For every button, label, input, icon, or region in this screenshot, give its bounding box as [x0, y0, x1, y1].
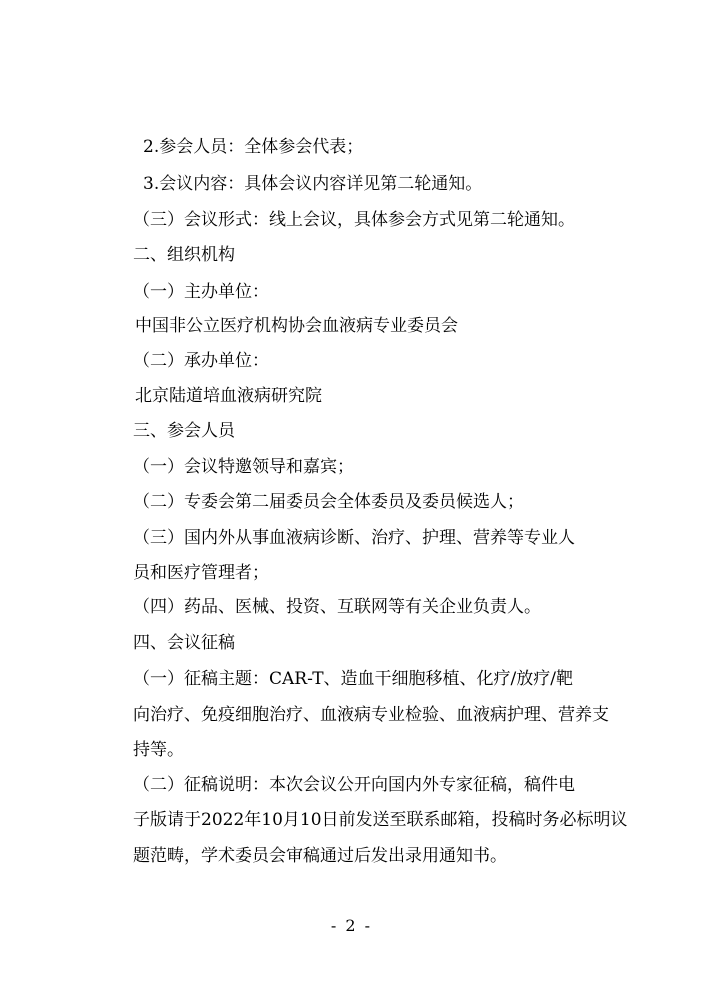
- text-line: （一）征稿主题：CAR-T、造血干细胞移植、化疗/放疗/靶: [133, 669, 574, 689]
- text-line: 2.参会人员：全体参会代表；: [143, 137, 364, 157]
- text-line: （三）国内外从事血液病诊断、治疗、护理、营养等专业人: [133, 528, 575, 548]
- text-line: 向治疗、免疫细胞治疗、血液病专业检验、血液病护理、营养支: [133, 705, 609, 725]
- text-line: （二）专委会第二届委员会全体委员及委员候选人；: [133, 492, 524, 512]
- section-heading: 二、组织机构: [133, 245, 235, 265]
- text-line: 中国非公立医疗机构协会血液病专业委员会: [135, 316, 458, 336]
- section-heading: 四、会议征稿: [133, 633, 235, 653]
- text-line: （一）会议特邀领导和嘉宾；: [133, 457, 354, 477]
- text-line: 3.会议内容：具体会议内容详见第二轮通知。: [143, 174, 483, 194]
- text-line: （二）征稿说明：本次会议公开向国内外专家征稿，稿件电: [133, 775, 575, 795]
- text-line: 题范畴，学术委员会审稿通过后发出录用通知书。: [133, 846, 507, 866]
- text-line: （四）药品、医械、投资、互联网等有关企业负责人。: [133, 597, 541, 617]
- text-line: 持等。: [133, 740, 184, 760]
- text-line: 员和医疗管理者；: [133, 563, 269, 583]
- text-line: （二）承办单位：: [133, 351, 269, 371]
- text-line: （三）会议形式：线上会议，具体参会方式见第二轮通知。: [133, 210, 575, 230]
- section-heading: 三、参会人员: [133, 421, 235, 441]
- page-number: - 2 -: [330, 916, 373, 935]
- text-line: 北京陆道培血液病研究院: [135, 386, 322, 406]
- text-line: （一）主办单位：: [133, 282, 269, 302]
- text-line: 子版请于2022年10月10日前发送至联系邮箱，投稿时务必标明议: [133, 810, 628, 830]
